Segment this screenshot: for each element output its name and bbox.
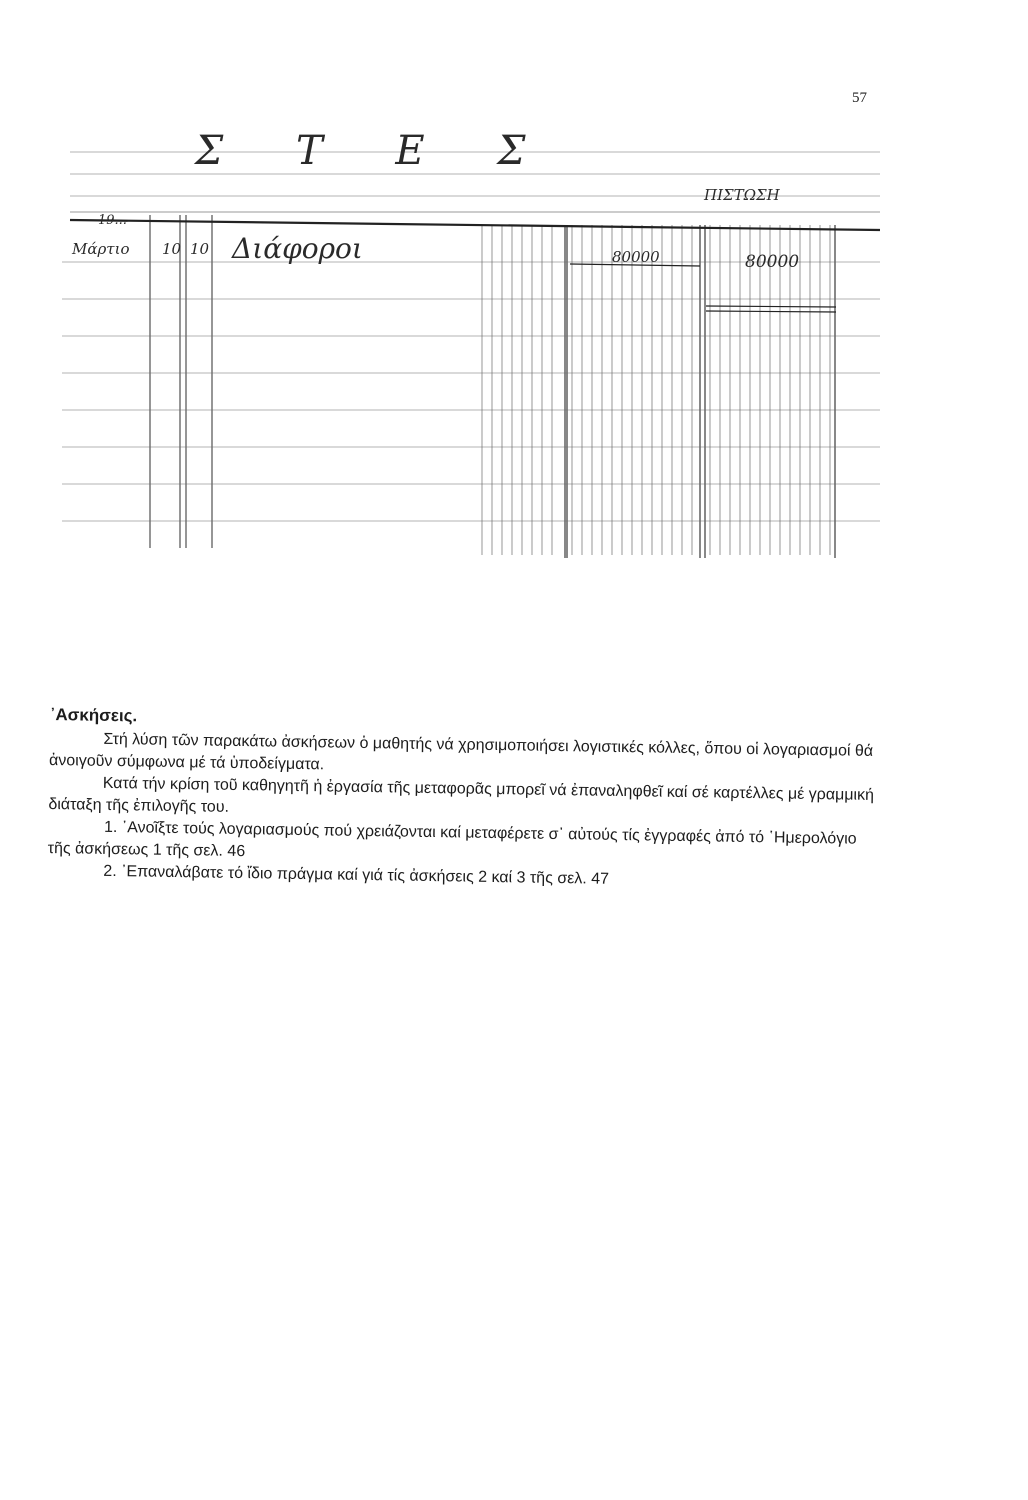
entry-day-2: 10 [190,240,210,258]
exercises-heading: ᾿Ασκήσεις. [49,704,138,726]
credit-label: ΠΙΣΤΩΣΗ [704,186,780,204]
entry-day-1: 10 [162,240,182,258]
account-title: Σ Τ Ε Σ [195,128,556,174]
page-number: 57 [852,90,867,106]
exercises-paragraph-1: Στή λύση τῶν παρακάτω ἀσκήσεων ὁ μαθητής νά χρησιμοποιήσει λογιστικές κόλλες, ὅπου οἱ λογαριασμοί θά ἀνοιγοῦν σύμφωνα μέ τά ὑποδείγματα. [48,730,874,774]
entry-description: Διάφοροι [232,232,363,265]
entry-month: Μάρτιο [72,240,130,258]
exercise-item-1: 1. ᾿Ανοῖξτε τούς λογαριασμούς πού χρειάζονται καί μεταφέρετε σ᾿ αὐτούς τίς ἐγγραφές ἀπό τό ῾Ημερολόγιο τῆς ἀσκήσεως 1 τῆς σελ. 46 [47,818,857,861]
entry-amount-1: 80000 [612,248,660,266]
exercise-item-2: 2. ᾿Επαναλάβατε τό ἴδιο πράγμα καί γιά τίς ἀσκήσεις 2 καί 3 τῆς σελ. 47 [103,862,610,888]
ledger-grid [0,0,1028,600]
exercises-section [47,704,876,895]
entry-amount-2: 80000 [745,252,800,272]
entry-year: 19... [98,213,127,228]
exercises-paragraph-2: Κατά τήν κρίση τοῦ καθηγητῆ ἡ ἐργασία τῆς μεταφορᾶς μπορεῖ νά ἐπαναληφθεῖ καί σέ καρτέλλες μέ γραμμική διάταξη τῆς ἐπιλογῆς του. [48,774,875,816]
